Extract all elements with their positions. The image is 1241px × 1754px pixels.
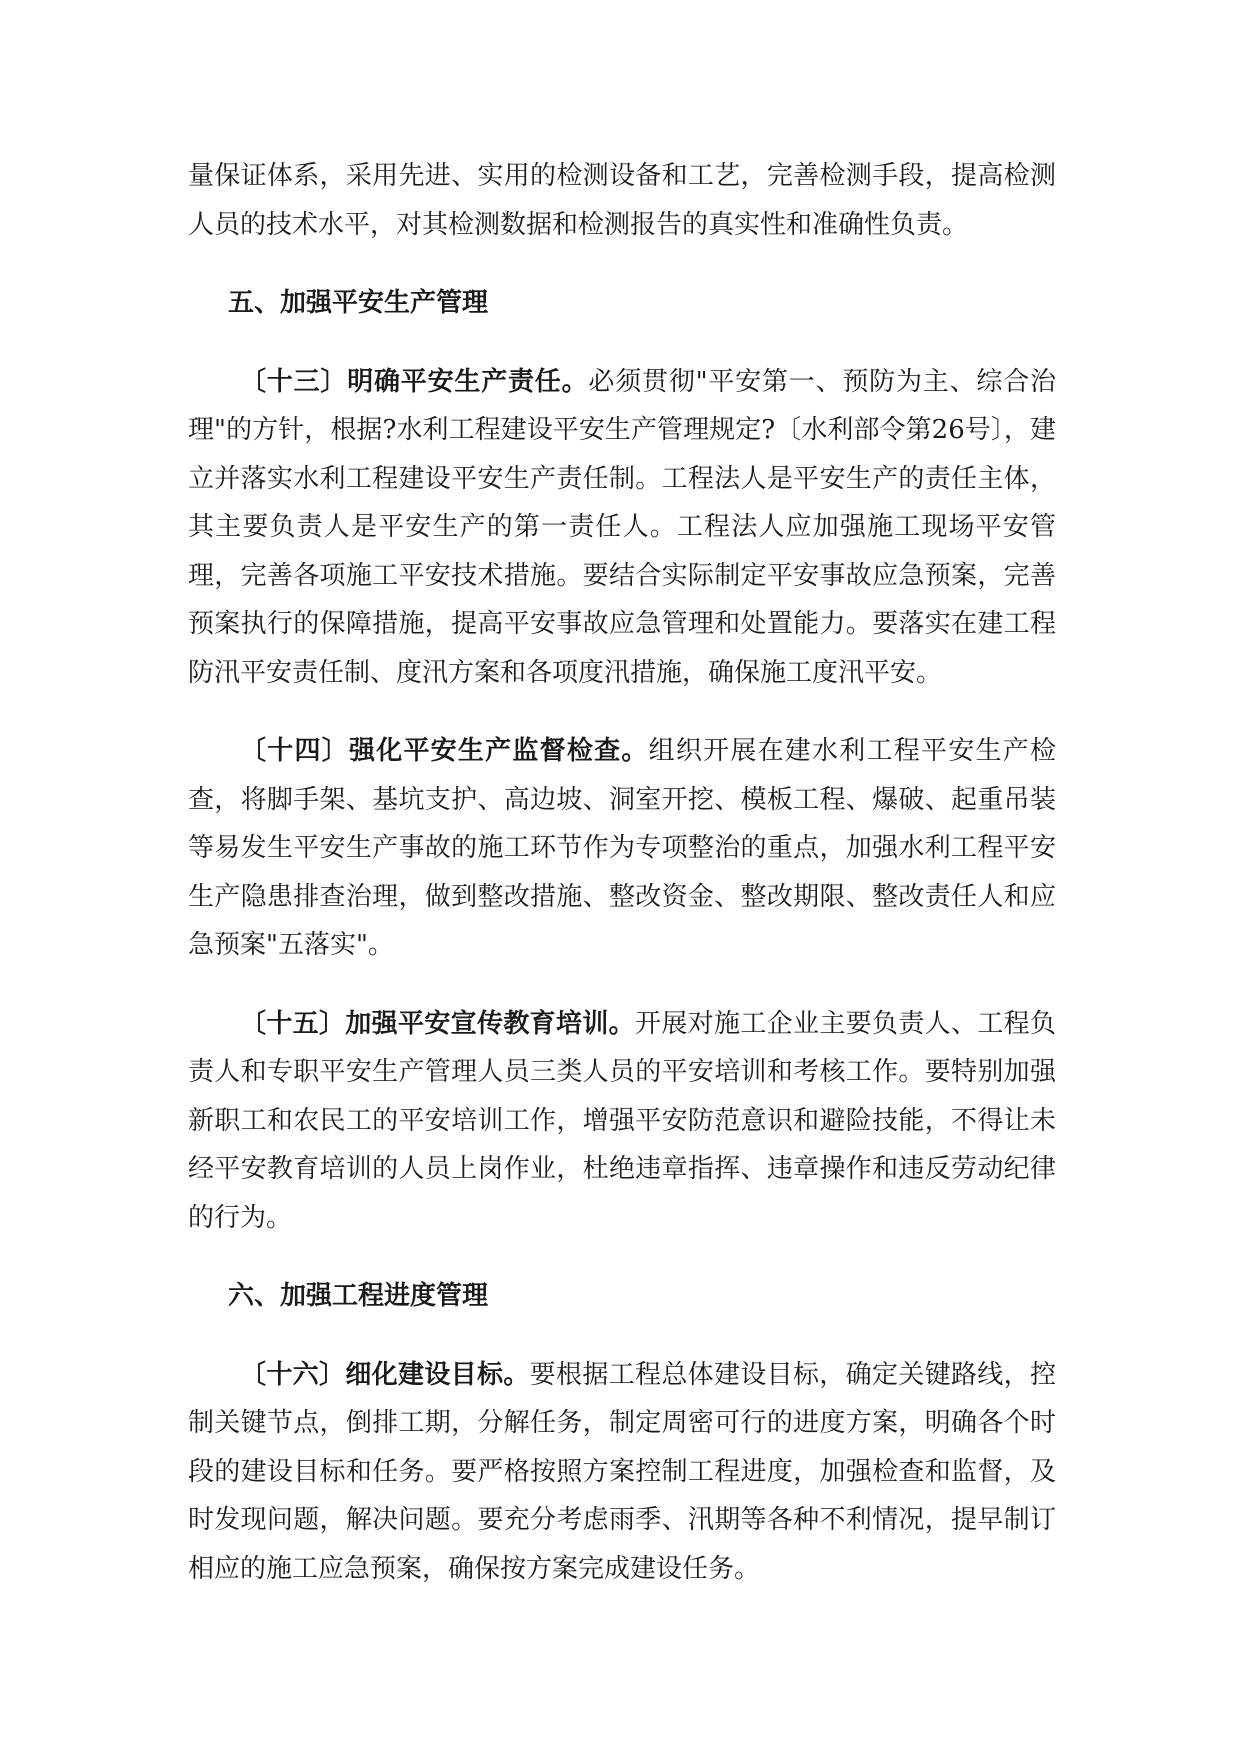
paragraph-15-lead: 〔十五〕加强平安宣传教育培训。: [240, 1008, 635, 1039]
section-heading-6: 六、加强工程进度管理: [228, 1281, 489, 1311]
paragraph-15-body: 开展对施工企业主要负责人、工程负责人和专职平安生产管理人员三类人员的平安培训和考核工作。要特别加强新职工和农民工的平安培训工作，增强平安防范意识和避险技能，不得让未经平安教育培训的人员上岗作业，杜绝违章指挥、违章操作和违反劳动纪律的行为。: [188, 1008, 1056, 1233]
paragraph-16-lead: 〔十六〕细化建设目标。: [240, 1359, 530, 1390]
paragraph-14-lead: 〔十四〕强化平安生产监督检查。: [240, 736, 649, 766]
paragraph-16-body: 要根据工程总体建设目标，确定关键路线，控制关键节点，倒排工期，分解任务，制定周密可行的进度方案，明确各个时段的建设目标和任务。要严格按照方案控制工程进度，加强检查和监督，及时发现问题，解决问题。要充分考虑雨季、汛期等各种不利情况，提早制订相应的施工应急预案，确保按方案完成建设任务。: [188, 1359, 1056, 1584]
paragraph-13-lead: 〔十三〕明确平安生产责任。: [240, 366, 589, 397]
section-heading-5: 五、加强平安生产管理: [228, 288, 489, 318]
paragraph-15: [188, 1000, 1056, 1243]
paragraph-13-body: 必须贯彻"平安第一、预防为主、综合治理"的方针，根据?水利工程建设平安生产管理规定?〔水利部令第26号〕，建立并落实水利工程建设平安生产责任制。工程法人是平安生产的责任主体，其主要负责人是平安生产的第一责任人。工程法人应加强施工现场平安管理，完善各项施工平安技术措施。要结合实际制定平安事故应急预案，完善预案执行的保障措施，提高平安事故应急管理和处置能力。要落实在建工程防汛平安责任制、度汛方案和各项度汛措施，确保施工度汛平安。: [188, 366, 1056, 688]
paragraph-13: [188, 358, 1056, 698]
paragraph-14-body: 组织开展在建水利工程平安生产检查，将脚手架、基坑支护、高边坡、洞室开挖、模板工程、爆破、起重吊装等易发生平安生产事故的施工环节作为专项整治的重点，加强水利工程平安生产隐患排查治理，做到整改措施、整改资金、整改期限、整改责任人和应急预案"五落实"。: [188, 736, 1056, 960]
paragraph-16: [188, 1351, 1056, 1594]
document-page: [188, 152, 1056, 1593]
paragraph-continued: 量保证体系，采用先进、实用的检测设备和工艺，完善检测手段，提高检测人员的技术水平，对其检测数据和检测报告的真实性和准确性负责。: [188, 161, 1056, 240]
paragraph-14: [188, 727, 1056, 970]
